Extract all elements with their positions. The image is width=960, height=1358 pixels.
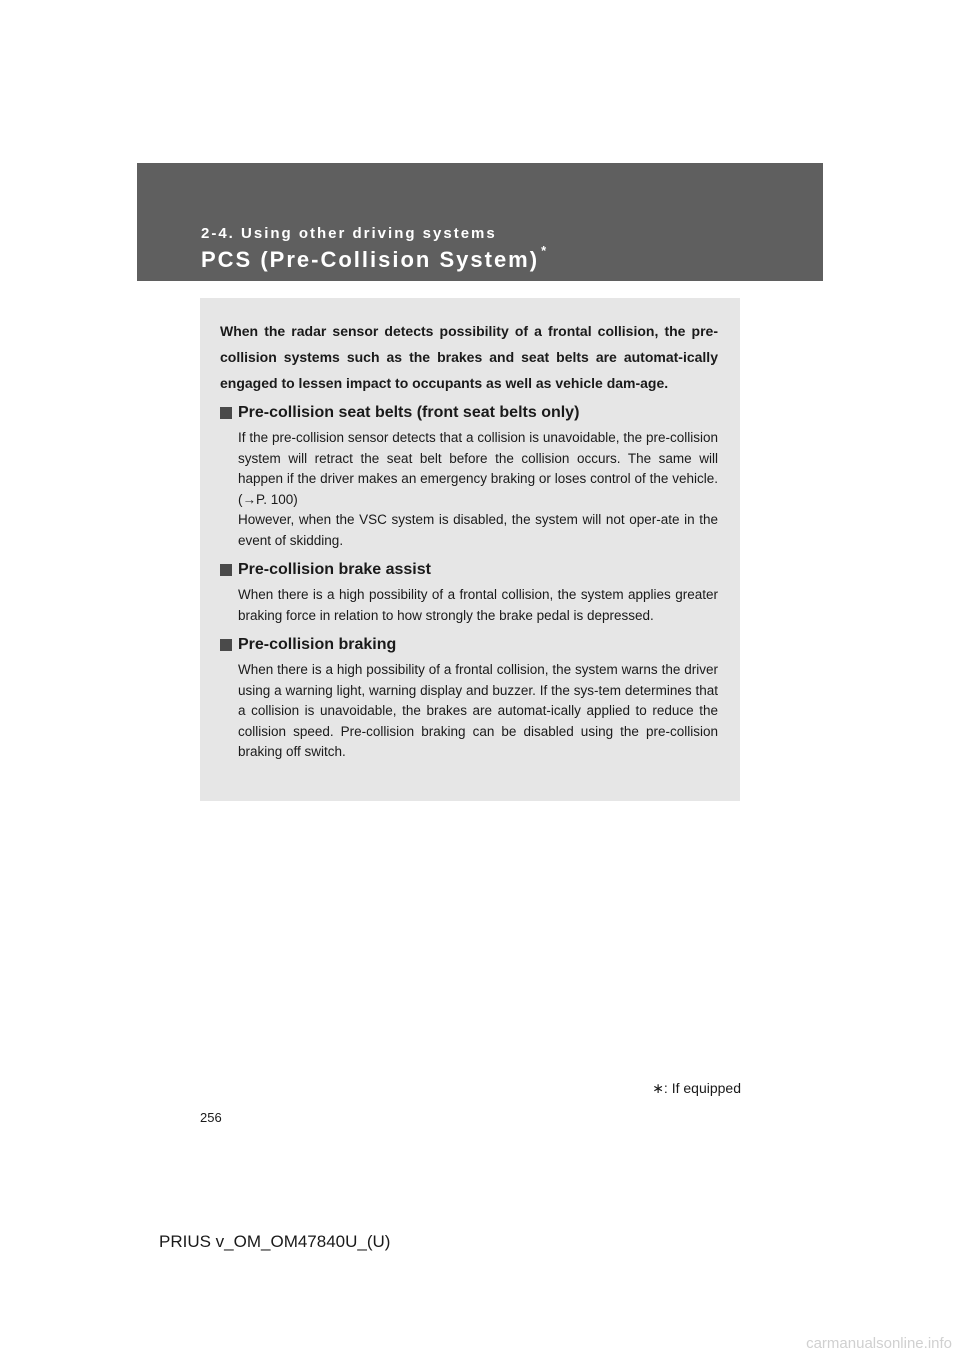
intro-paragraph: When the radar sensor detects possibility of a frontal collision, the pre-collision systems such as the brakes and seat belts are automat-ically engaged to lessen impact to occupants as well as vehicle dam-age. (220, 323, 718, 391)
equipped-marker: * (541, 243, 549, 258)
document-code: PRIUS v_OM_OM47840U_(U) (159, 1232, 391, 1251)
topic-seat-belts (220, 402, 718, 551)
page-number: 256 (200, 1110, 222, 1125)
topic-heading (220, 559, 718, 581)
watermark: carmanualsonline.info (806, 1335, 952, 1352)
topic-brake-assist (220, 559, 718, 626)
topic-heading-text: Pre-collision braking (238, 636, 397, 653)
square-bullet-icon (220, 639, 232, 651)
section-label: 2-4. Using other driving systems (201, 225, 497, 242)
topic-body (238, 428, 718, 551)
topic-heading-text: Pre-collision seat belts (front seat belts only) (238, 404, 580, 421)
topic-body (238, 585, 718, 626)
topic-body-text: When there is a high possibility of a frontal collision, the system applies greater braking force in relation to how strongly the brake pedal is depressed. (238, 587, 718, 623)
topic-body-text: If the pre-collision sensor detects that a collision is unavoidable, the pre-collision system will retract the seat belt before the collision occurs. The same will happen if the driver makes an emergency braking or loses control of the vehicle. (→P. 100) (238, 430, 718, 507)
equipped-footnote: ∗: If equipped (652, 1080, 741, 1096)
page-title-text: PCS (Pre-Collision System) (201, 247, 540, 272)
page-title (201, 243, 549, 273)
topic-heading (220, 402, 718, 424)
topic-braking (220, 634, 718, 763)
section-header-band (137, 163, 823, 281)
square-bullet-icon (220, 407, 232, 419)
topic-body-note: However, when the VSC system is disabled, the system will not oper-ate in the event of skidding. (238, 512, 718, 548)
topic-heading-text: Pre-collision brake assist (238, 561, 431, 578)
topic-heading (220, 634, 718, 656)
square-bullet-icon (220, 564, 232, 576)
topic-body-text: When there is a high possibility of a frontal collision, the system warns the driver using a warning light, warning display and buzzer. If the sys-tem determines that a collision is unavoidable, the brakes are automat-ically applied to reduce the collision speed. Pre-collision braking can be disabled using the pre-collision braking off switch. (238, 662, 718, 759)
summary-box (200, 298, 740, 801)
topic-body (238, 660, 718, 763)
